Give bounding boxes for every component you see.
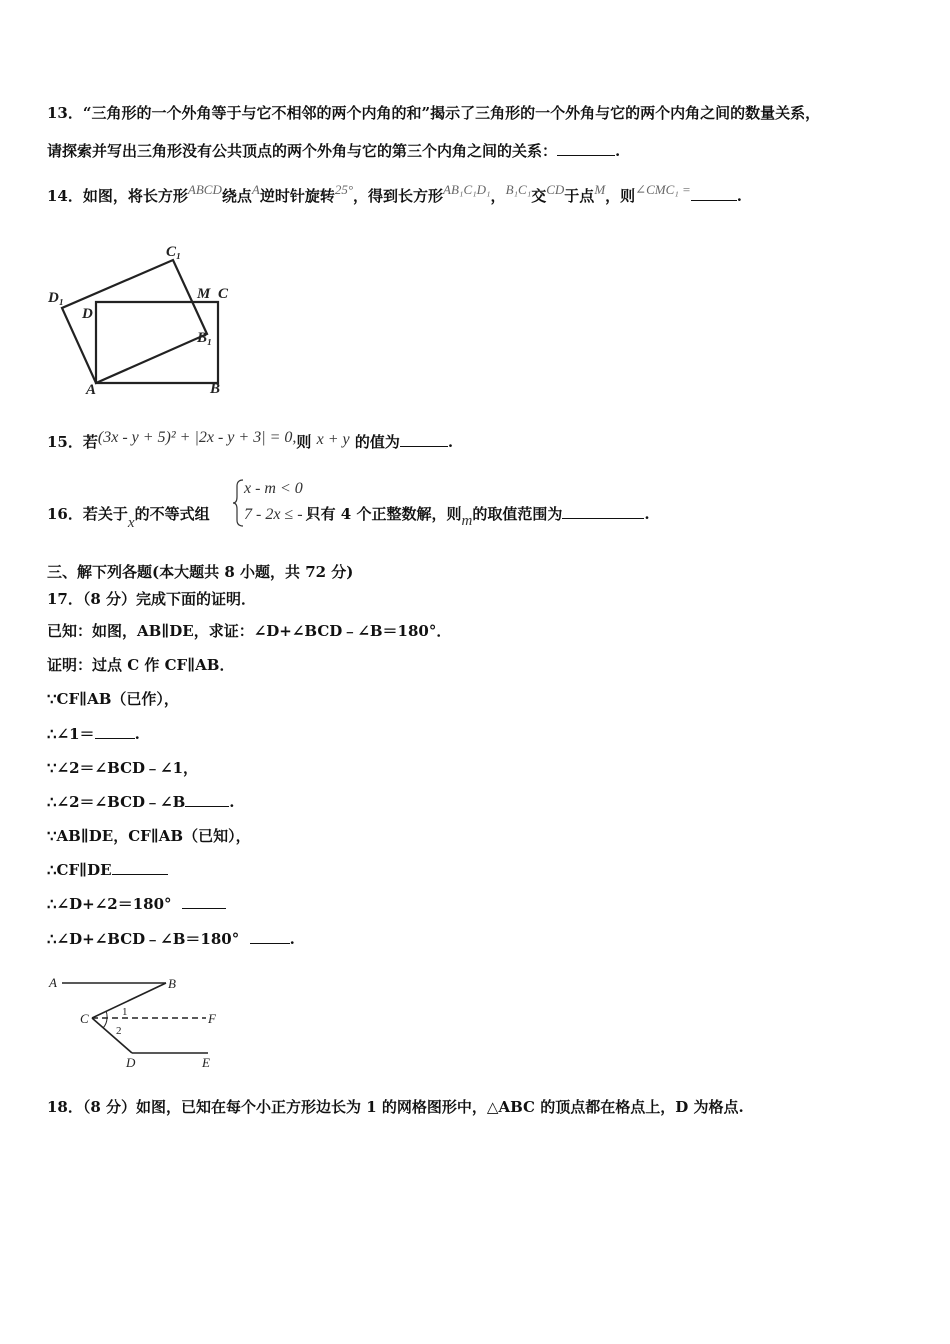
q17-figure [44, 972, 224, 1072]
line-bc [92, 983, 166, 1018]
label-d: D [126, 1055, 136, 1070]
q15-answer-blank [400, 432, 448, 447]
q17-step2: ∴∠1＝ . [47, 725, 140, 743]
q17-given: 已知：如图，AB∥DE，求证：∠D+∠BCD﹣∠B＝180°． [47, 622, 452, 640]
label-c: C [218, 286, 229, 302]
q17-step5: ∵AB∥DE，CF∥AB（已知）， [47, 827, 251, 845]
label-c1: C₁ [166, 244, 182, 260]
q17-blank3 [112, 860, 168, 875]
label-c: C [80, 1011, 89, 1026]
label-d: D [82, 306, 93, 322]
q17-step8: ∴∠D+∠BCD﹣∠B＝180° . [47, 930, 295, 948]
q14-figure [44, 238, 254, 398]
q17-blank5 [250, 929, 290, 944]
q17-step1: ∵CF∥AB（已作）， [47, 690, 179, 708]
angle-arc-1 [106, 1011, 107, 1018]
label-b: B [210, 381, 221, 397]
q17-step4: ∴∠2＝∠BCD﹣∠B . [47, 793, 235, 811]
q14-line: 14．如图，将长方形ABCD绕点A逆时针旋转25°，得到长方形AB₁C₁D₁，B₁C₁交CD于点M，则∠CMC₁ = . [47, 182, 743, 205]
q17-step7: ∴∠D+∠2＝180° [47, 894, 226, 914]
label-angle-1: 1 [122, 1006, 128, 1018]
label-f: F [208, 1011, 216, 1026]
q16-answer-blank [562, 504, 644, 519]
q13-line1: 13．“三角形的一个外角等于与它不相邻的两个内角的和”揭示了三角形的一个外角与它的两个内角之间的数量关系， [47, 104, 821, 122]
label-angle-2: 2 [116, 1025, 122, 1037]
q16-inequality-system: x - m < 0 7 - 2x ≤ - 1 [232, 478, 332, 528]
q17-step3: ∵∠2＝∠BCD﹣∠1， [47, 759, 199, 777]
label-a: A [86, 382, 97, 398]
q15-line: 15．若(3x - y + 5)² + |2x - y + 3| = 0,则 x + y 的值为 . [47, 429, 454, 451]
q17-blank4 [182, 894, 226, 909]
section3-title: 三、解下列各题(本大题共 8 小题，共 72 分) [47, 563, 354, 581]
q17-blank1 [95, 724, 135, 739]
q13-answer-blank [557, 141, 615, 156]
line-cd [92, 1018, 132, 1053]
label-m: M [197, 286, 211, 302]
label-d1: D₁ [48, 290, 65, 306]
angle-arc-2 [103, 1018, 107, 1028]
q17-step6: ∴CF∥DE [47, 860, 168, 880]
q18-line: 18．（8 分）如图，已知在每个小正方形边长为 1 的网格图形中，△ABC 的顶点都在格点上，D 为格点. [47, 1098, 744, 1116]
q17-header: 17．（8 分）完成下面的证明． [47, 590, 257, 608]
q13-line2: 请探索并写出三角形没有公共顶点的两个外角与它的第三个内角之间的关系： . [47, 142, 621, 160]
q14-answer-blank [691, 186, 737, 201]
label-a: A [49, 975, 57, 990]
label-e: E [202, 1055, 210, 1070]
label-b: B [168, 976, 176, 991]
label-b1: B₁ [197, 330, 213, 346]
q17-blank2 [185, 792, 229, 807]
q16-line: 16．若关于x的不等式组 只有 4 个正整数解，则m的取值范围为 . [47, 505, 650, 531]
q17-proof-start: 证明：过点 C 作 CF∥AB． [47, 656, 235, 674]
